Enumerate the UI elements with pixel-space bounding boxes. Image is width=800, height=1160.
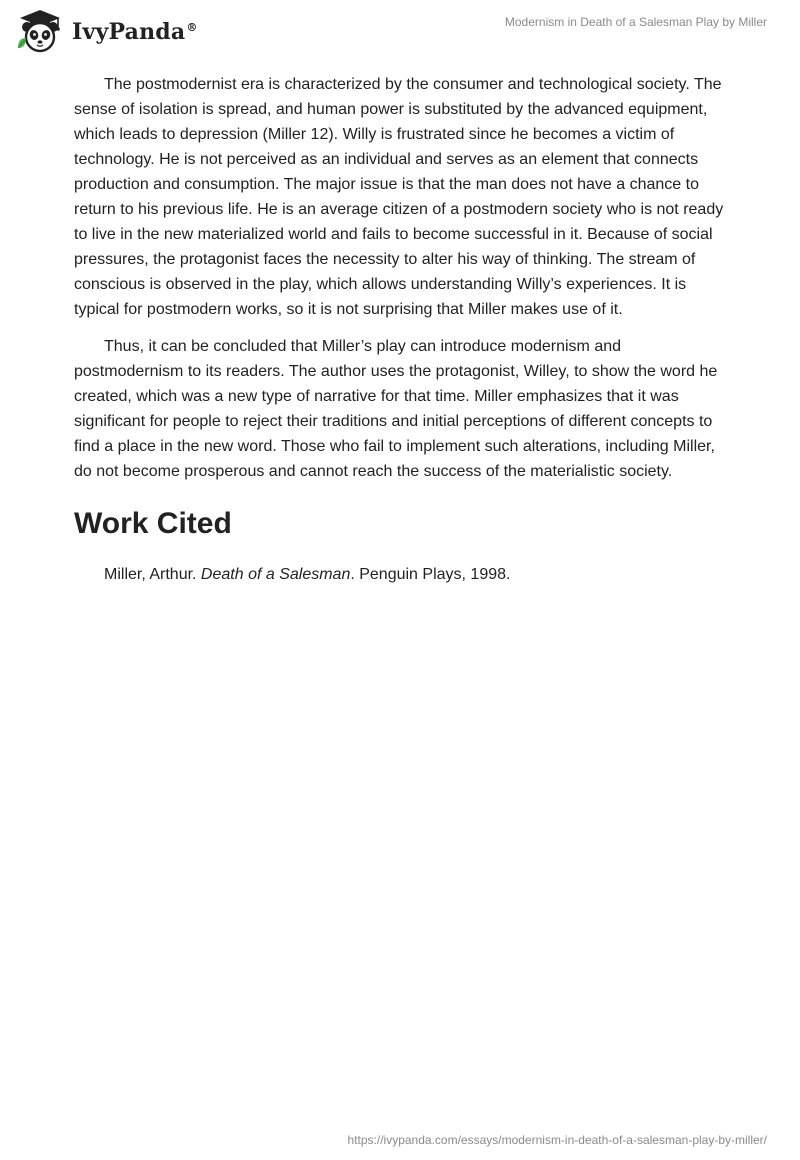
panda-graduation-cap-icon (14, 8, 66, 54)
works-cited-heading: Work Cited (74, 507, 232, 540)
source-url[interactable]: https://ivypanda.com/essays/modernism-in-death-of-a-salesman-play-by-miller/ (347, 1133, 767, 1147)
page-header (0, 0, 800, 60)
essay-body (74, 72, 734, 587)
citation-author: Miller, Arthur. (104, 566, 201, 583)
citation-entry (74, 562, 734, 587)
paragraph-conclusion: Thus, it can be concluded that Miller’s play can introduce modernism and postmodernism to its readers. The author uses the protagonist, Willey, to show the word he created, which was a new type of narrative for that time. Miller emphasizes that it was significant for people to reject their traditions and initial perceptions of different concepts to find a place in the new word. Those who fail to implement such alterations, including Miller, do not become prosperous and cannot reach the success of the materialistic society. (74, 338, 718, 480)
document-title: Modernism in Death of a Salesman Play by Miller (504, 15, 767, 29)
citation-title: Death of a Salesman (200, 566, 351, 583)
logo-wordmark: IvyPanda® (72, 19, 198, 45)
paragraph-postmodernist-era: The postmodernist era is characterized by the consumer and technological society. The sense of isolation is spread, and human power is substituted by the advanced equipment, which leads to depression (Miller 12). Willy is frustrated since he becomes a victim of technology. He is not perceived as an individual and serves as an element that connects production and consumption. The major issue is that the man does not have a chance to return to his previous life. He is an average citizen of a postmodern society who is not ready to live in the new materialized world and fails to become successful in it. Because of social pressures, the protagonist faces the necessity to alter his way of thinking. The stream of conscious is observed in the play, which allows understanding Willy’s experiences. It is typical for postmodern works, so it is not surprising that Miller makes use of it. (74, 76, 724, 318)
registered-mark: ® (186, 20, 198, 34)
ivypanda-logo[interactable] (14, 8, 198, 54)
citation-publisher: . Penguin Plays, 1998. (350, 566, 511, 583)
